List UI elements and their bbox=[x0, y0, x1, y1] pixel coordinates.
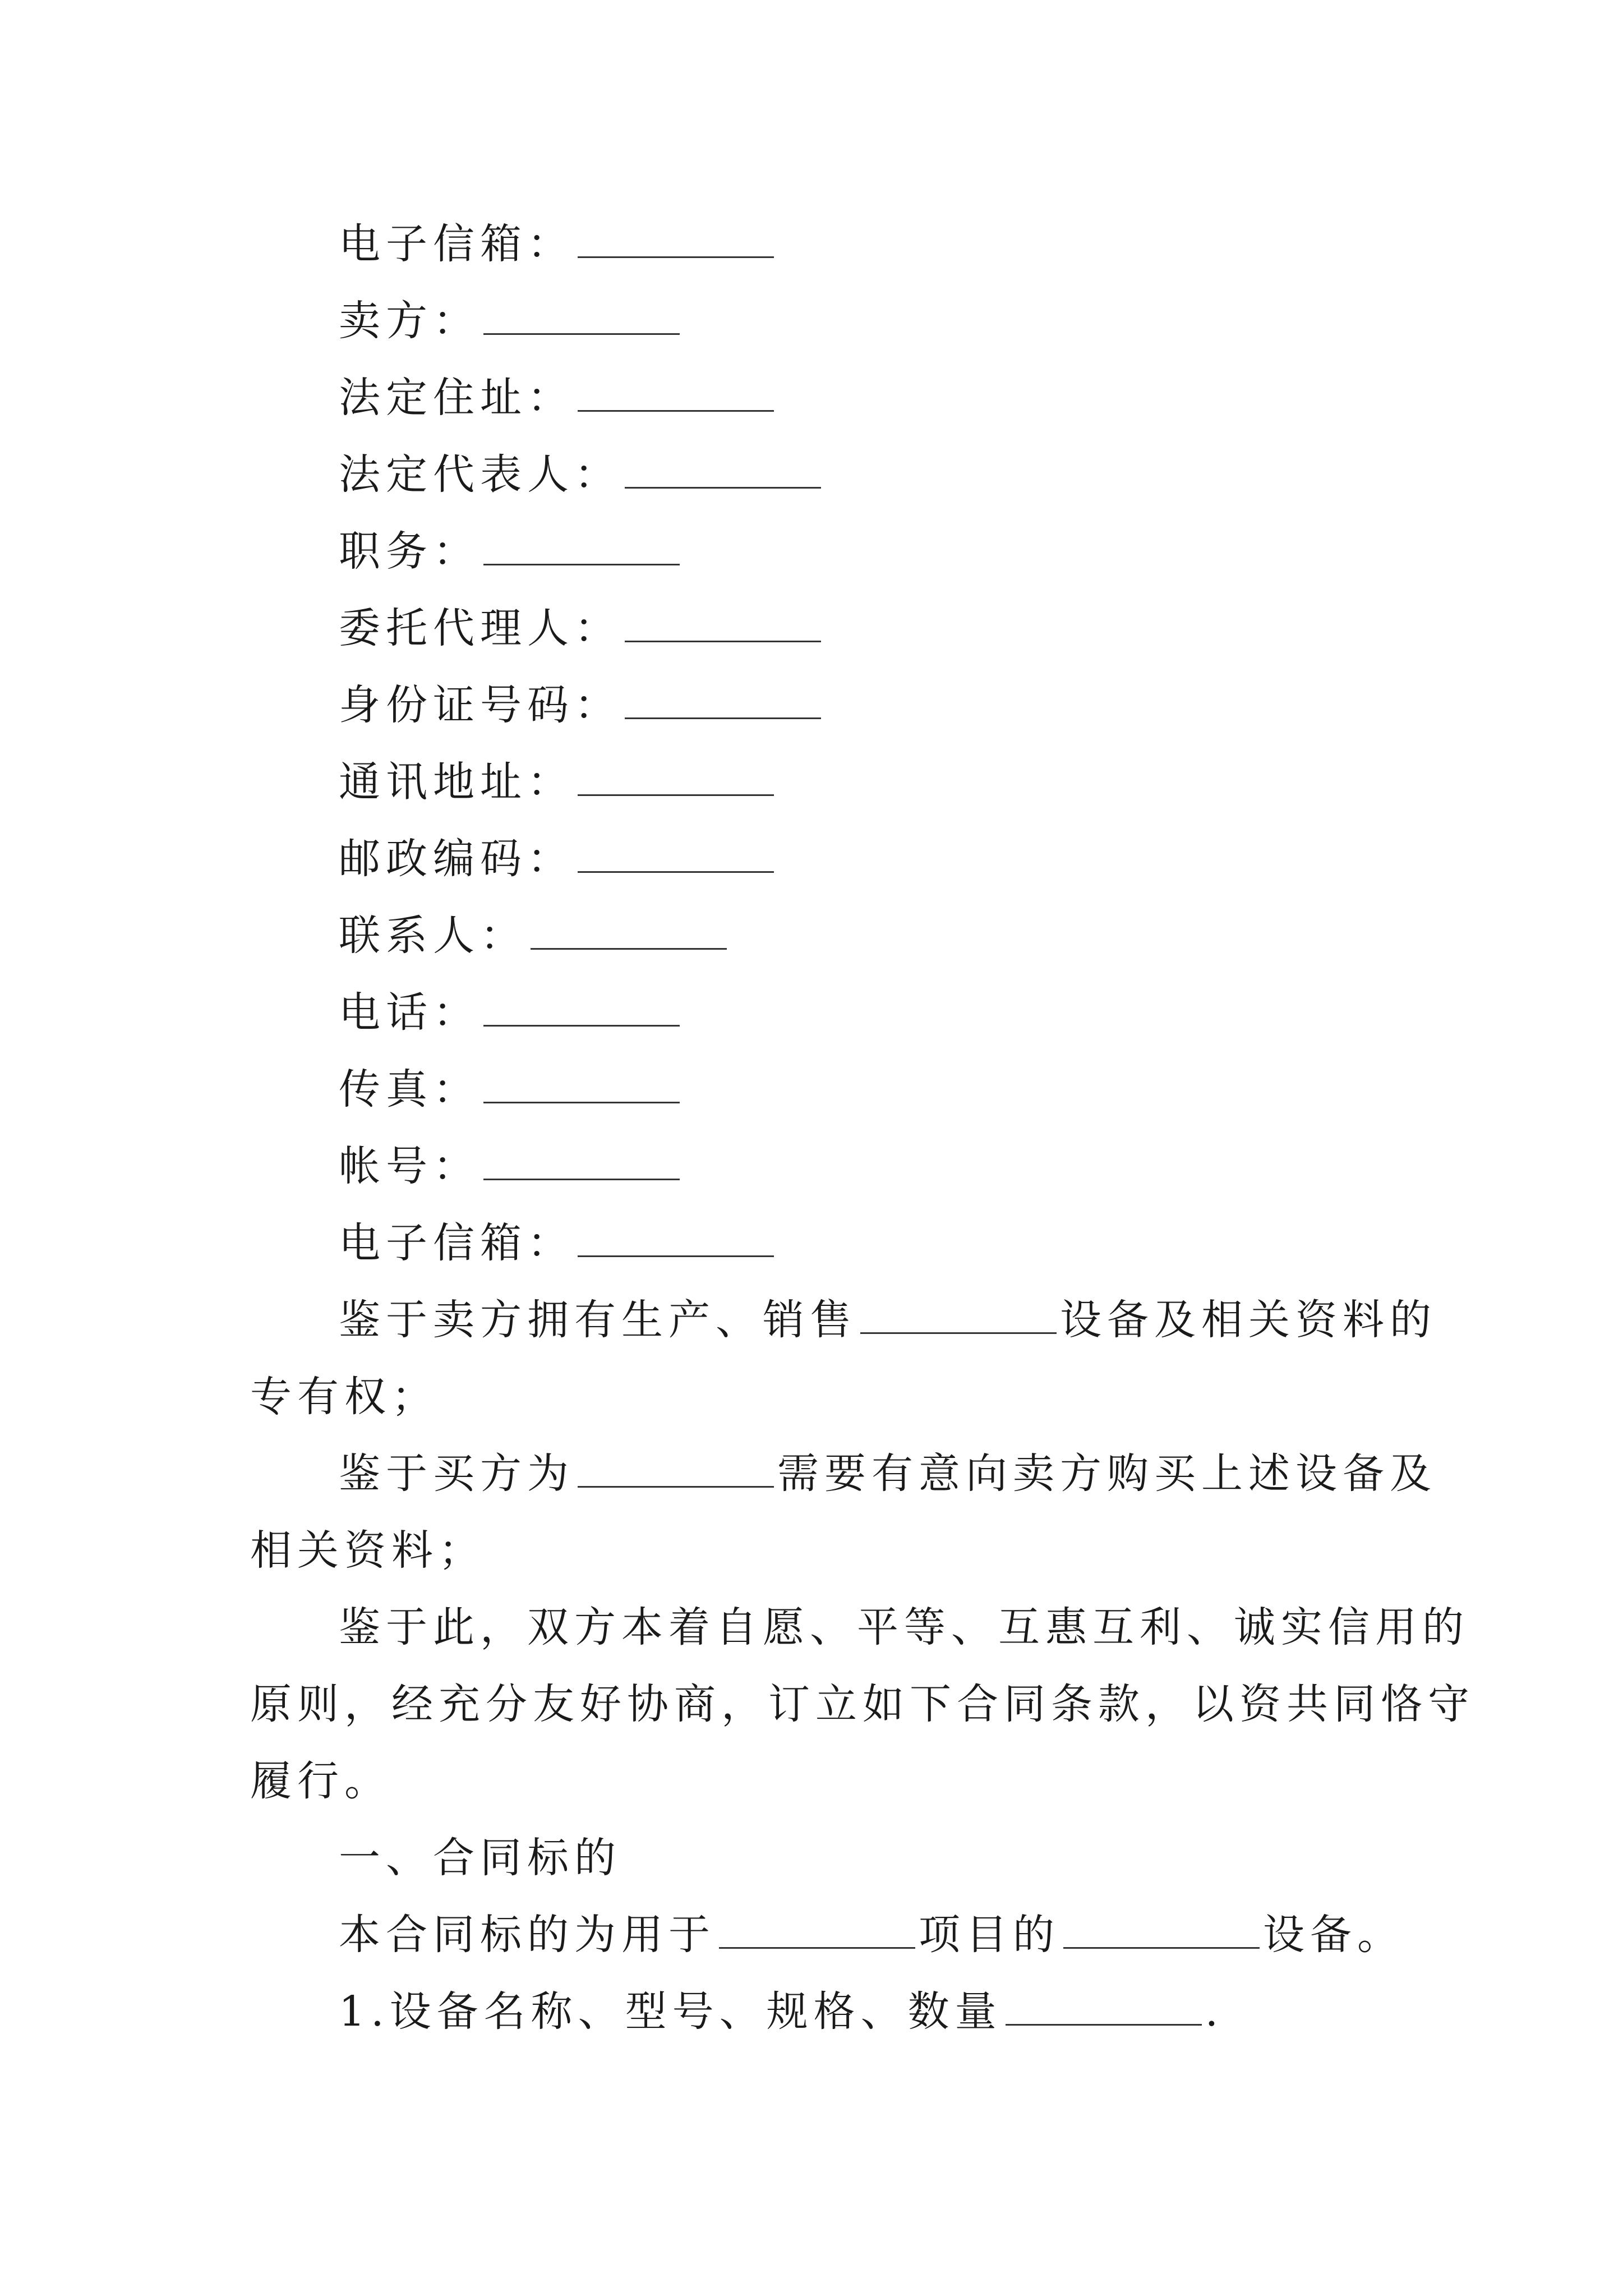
item-1-period: . bbox=[1205, 1987, 1224, 2036]
fax-line bbox=[339, 1061, 683, 1117]
seller-email-line bbox=[339, 1215, 777, 1271]
recital-3-line-3 bbox=[250, 1753, 391, 1809]
fax-blank[interactable] bbox=[483, 1066, 680, 1103]
contract-subject-line bbox=[339, 1907, 1404, 1963]
phone-label: 电话： bbox=[339, 988, 480, 1037]
id-number-blank[interactable] bbox=[625, 682, 821, 719]
email-field-line bbox=[339, 216, 777, 272]
account-line bbox=[339, 1138, 683, 1194]
mailing-address-line bbox=[339, 754, 777, 810]
legal-rep-blank[interactable] bbox=[625, 451, 821, 489]
item-1-line bbox=[339, 1984, 1224, 2040]
seller-email-blank[interactable] bbox=[578, 1220, 774, 1257]
contact-blank[interactable] bbox=[531, 912, 727, 950]
recital-2-line-1 bbox=[339, 1446, 1437, 1502]
subject-text-c: 设备。 bbox=[1263, 1911, 1404, 1959]
seller-label: 卖方： bbox=[339, 297, 480, 345]
id-number-label: 身份证号码： bbox=[339, 681, 621, 729]
position-line bbox=[339, 523, 683, 579]
recital-2-blank[interactable] bbox=[578, 1450, 774, 1488]
legal-rep-line bbox=[339, 447, 824, 503]
seller-title-line bbox=[339, 293, 683, 349]
mailing-address-label: 通讯地址： bbox=[339, 758, 574, 806]
recital-2-text-b: 需要有意向卖方购买上述设备及 bbox=[777, 1450, 1437, 1498]
recital-2-text-c: 相关资料； bbox=[250, 1526, 486, 1575]
subject-text-a: 本合同标的为用于 bbox=[339, 1911, 716, 1959]
recital-1-text-c: 专有权； bbox=[250, 1373, 439, 1421]
seller-blank[interactable] bbox=[483, 297, 680, 335]
legal-address-label: 法定住址： bbox=[339, 374, 574, 422]
section-1-heading bbox=[339, 1830, 621, 1886]
item-1-blank[interactable] bbox=[1006, 1988, 1202, 2026]
subject-text-b: 项目的 bbox=[919, 1911, 1060, 1959]
legal-rep-label: 法定代表人： bbox=[339, 450, 621, 499]
recital-2-line-2 bbox=[250, 1522, 486, 1579]
recital-3-text-c: 履行。 bbox=[250, 1757, 391, 1805]
recital-3-line-1 bbox=[339, 1599, 1469, 1655]
position-blank[interactable] bbox=[483, 528, 680, 565]
recital-1-line-2 bbox=[250, 1369, 439, 1425]
legal-address-line bbox=[339, 370, 777, 426]
mailing-address-blank[interactable] bbox=[578, 758, 774, 796]
recital-3-text-b: 原则，经充分友好协商，订立如下合同条款，以资共同恪守 bbox=[250, 1680, 1475, 1728]
agent-label: 委托代理人： bbox=[339, 604, 621, 652]
section-1-heading-text: 一、合同标的 bbox=[339, 1834, 621, 1882]
recital-3-line-2 bbox=[250, 1676, 1475, 1732]
legal-address-blank[interactable] bbox=[578, 374, 774, 412]
postal-code-label: 邮政编码： bbox=[339, 835, 574, 883]
recital-3-text-a: 鉴于此，双方本着自愿、平等、互惠互利、诚实信用的 bbox=[339, 1603, 1469, 1651]
email-blank[interactable] bbox=[578, 220, 774, 258]
contact-line bbox=[339, 908, 730, 964]
account-label: 帐号： bbox=[339, 1142, 480, 1190]
id-number-line bbox=[339, 677, 824, 733]
recital-1-text-b: 设备及相关资料的 bbox=[1060, 1296, 1437, 1344]
recital-1-text-a: 鉴于卖方拥有生产、销售 bbox=[339, 1296, 857, 1344]
fax-label: 传真： bbox=[339, 1065, 480, 1114]
recital-2-text-a: 鉴于买方为 bbox=[339, 1450, 574, 1498]
position-label: 职务： bbox=[339, 527, 480, 576]
phone-line bbox=[339, 984, 683, 1041]
item-1-text: 1.设备名称、型号、规格、数量 bbox=[339, 1987, 1002, 2036]
subject-equipment-blank[interactable] bbox=[1063, 1911, 1260, 1949]
seller-email-label: 电子信箱： bbox=[339, 1219, 574, 1267]
recital-1-blank[interactable] bbox=[860, 1296, 1057, 1334]
contact-label: 联系人： bbox=[339, 912, 527, 960]
subject-project-blank[interactable] bbox=[719, 1911, 915, 1949]
agent-blank[interactable] bbox=[625, 605, 821, 642]
email-label: 电子信箱： bbox=[339, 220, 574, 268]
postal-code-blank[interactable] bbox=[578, 835, 774, 873]
agent-line bbox=[339, 600, 824, 656]
postal-code-line bbox=[339, 831, 777, 887]
recital-1-line-1 bbox=[339, 1292, 1437, 1348]
phone-blank[interactable] bbox=[483, 989, 680, 1027]
account-blank[interactable] bbox=[483, 1143, 680, 1180]
